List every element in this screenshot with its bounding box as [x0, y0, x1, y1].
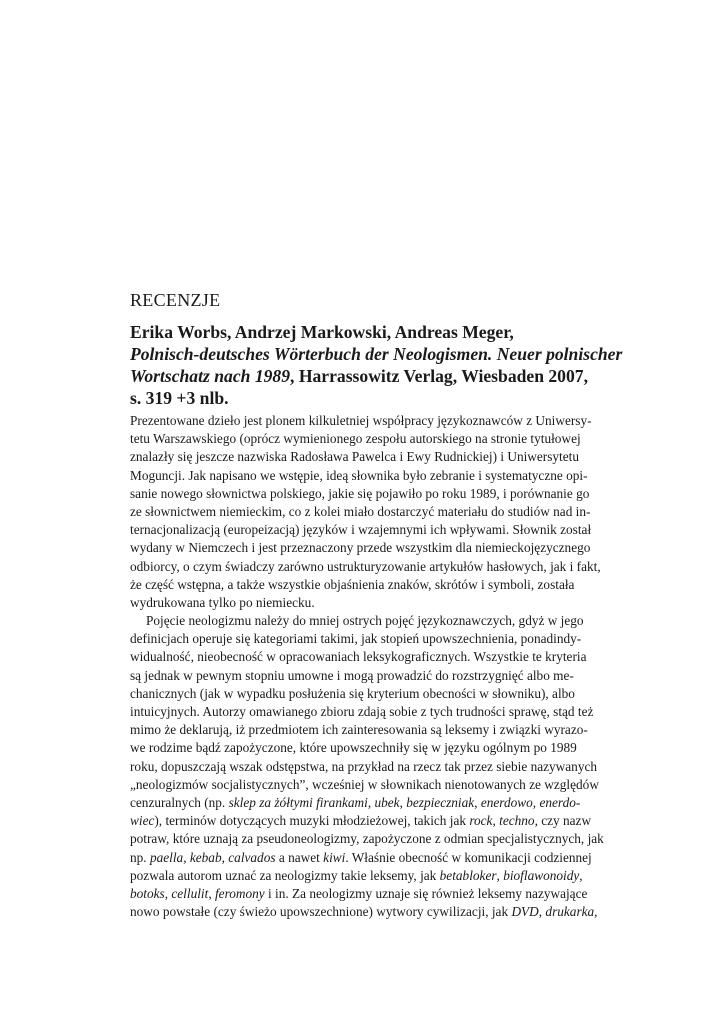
- body-line: Moguncji. Jak napisano we wstępie, ideą słownika było zebranie i systematyczne opi-: [130, 467, 588, 483]
- body-line: znalazły się jeszcze nazwiska Radosława Pawelca i Ewy Rudnickiej) i Uniwersytetu: [130, 449, 579, 465]
- body-line: sanie nowego słownictwa polskiego, jakie się pojawiło po roku 1989, i porównanie go: [130, 485, 590, 501]
- italic-term: bezpieczniak: [406, 794, 475, 810]
- body-line: [130, 849, 592, 867]
- body-line: [130, 794, 581, 812]
- italic-term: kebab: [189, 849, 222, 865]
- body-line: tetu Warszawskiego (oprócz wymienionego zespołu autorskiego na stronie tytułowej: [130, 431, 581, 447]
- italic-term: ubek: [374, 794, 400, 810]
- text-run: cenzuralnych (np.: [130, 794, 229, 810]
- italic-term: sklep za żółtymi firankami: [228, 794, 368, 810]
- text-run: nowo powstałe (czy świeżo upowszechnione) wytwory cywilizacji, jak: [130, 904, 512, 920]
- body-line: mimo że deklarują, iż przedmiotem ich zainteresowania są leksemy i związki wyrazo-: [130, 722, 588, 738]
- italic-term: paella: [149, 849, 184, 865]
- italic-term: betabloker: [439, 867, 497, 883]
- book-title-part-1: Polnisch-deutsches Wörterbuch der Neologismen. Neuer polnischer: [130, 344, 623, 364]
- text-run: ,: [538, 904, 546, 920]
- text-run: ,: [367, 794, 375, 810]
- italic-term: bioflawonoidy: [503, 867, 580, 883]
- body-line: definicjach operuje się kategoriami takimi, jak stopień upowszechnienia, ponadindy-: [130, 631, 582, 647]
- body-line: [130, 867, 583, 885]
- text-run: ,: [579, 867, 583, 883]
- italic-term: calvados: [228, 849, 276, 865]
- book-title-part-2: Wortschatz nach 1989: [130, 366, 291, 386]
- section-label: RECENZJE: [130, 290, 221, 310]
- text-run: ,: [183, 849, 190, 865]
- text-run: ,: [399, 794, 407, 810]
- body-line: są jednak w pewnym stopniu umowne i mogą prowadzić do rozstrzygnięć albo me-: [130, 667, 574, 683]
- text-run: ,: [532, 794, 540, 810]
- book-title-line-2: [130, 365, 588, 387]
- book-authors: Erika Worbs, Andrzej Markowski, Andreas Meger,: [130, 322, 514, 342]
- body-line: Prezentowane dzieło jest plonem kilkuletniej współpracy językoznawców z Uniwersy-: [130, 413, 592, 428]
- text-run: , czy nazw: [534, 813, 592, 829]
- text-run: . Właśnie obecność w komunikacji codziennej: [345, 849, 592, 865]
- body-line: intuicyjnych. Autorzy omawianego zbioru zdają sobie z tych trudności sprawę, stąd też: [130, 704, 594, 719]
- text-run: ,: [208, 885, 215, 901]
- italic-term: drukarka: [545, 904, 595, 920]
- body-line: wydrukowana tylko po niemiecku.: [130, 594, 315, 610]
- text-run: ,: [164, 885, 172, 901]
- italic-term: cellulit: [171, 885, 209, 901]
- review-body: [130, 412, 604, 921]
- italic-term: rock: [469, 813, 493, 829]
- text-run: ), terminów dotyczących muzyki młodzieżowej, takich jak: [154, 813, 470, 829]
- book-pages: s. 319 +3 nlb.: [130, 388, 229, 408]
- body-line: odbiorcy, o czym świadczy zarówno ustrukturyzowanie artykułów hasłowych, jak i fakt,: [130, 558, 601, 574]
- body-line: [130, 812, 592, 830]
- body-line: potraw, które uznają za pseudoneologizmy, zapożyczone z odmian specjalistycznych, jak: [130, 831, 604, 847]
- body-line: chanicznych (jak w wypadku posłużenia się kryterium obecności w słowniku), albo: [130, 685, 575, 701]
- body-line: że część wstępna, a także wszystkie objaśnienia znaków, skrótów i symboli, została: [130, 576, 575, 592]
- body-line: [130, 903, 598, 921]
- italic-term: wiec: [130, 813, 155, 829]
- body-line: ze słownictwem niemieckim, co z kolei miało dostarczyć materiału do studiów nad in-: [130, 503, 591, 519]
- italic-term: botoks: [130, 885, 165, 901]
- review-heading: [130, 321, 623, 409]
- italic-term: DVD: [511, 904, 539, 920]
- text-run: ,: [492, 813, 500, 829]
- text-run: ,: [594, 904, 598, 920]
- body-line: wydany w Niemczech i jest przeznaczony przede wszystkim dla niemieckojęzycznego: [130, 540, 591, 556]
- text-run: np.: [130, 849, 150, 865]
- italic-term: techno: [499, 813, 535, 829]
- text-run: a nawet: [275, 849, 324, 865]
- body-line: ternacjonalizacją (europeizacją) języków i wzajemnymi ich wpływami. Słownik został: [130, 522, 592, 538]
- text-run: pozwala autorom uznać za neologizmy takie leksemy, jak: [130, 867, 440, 883]
- italic-term: enerdo-: [539, 794, 581, 810]
- italic-term: feromony: [214, 885, 265, 901]
- text-run: i in. Za neologizmy uznaje się również leksemy nazywające: [264, 885, 588, 901]
- body-line: widualność, nieobecność w opracowaniach leksykograficznych. Wszystkie te kryteria: [130, 649, 587, 665]
- body-line: we rodzime bądź zapożyczone, które upowszechniły się w języku ogólnym po 1989: [130, 740, 577, 756]
- book-title-line-1: [130, 343, 623, 365]
- body-line: „neologizmów socjalistycznych”, wcześniej w słownikach nienotowanych ze względów: [130, 776, 599, 792]
- body-line: Pojęcie neologizmu należy do mniej ostrych pojęć językoznawczych, gdyż w jego: [146, 613, 584, 629]
- body-line: [130, 885, 588, 903]
- book-publisher: , Harrassowitz Verlag, Wiesbaden 2007,: [290, 366, 588, 386]
- text-run: ,: [496, 867, 504, 883]
- italic-term: kiwi: [323, 849, 346, 865]
- italic-term: enerdowo: [480, 794, 533, 810]
- text-run: ,: [474, 794, 481, 810]
- text-run: ,: [221, 849, 229, 865]
- body-line: roku, dopuszczają wszak odstępstwa, na przykład na rzecz tak przez siebie nazywanych: [130, 758, 598, 774]
